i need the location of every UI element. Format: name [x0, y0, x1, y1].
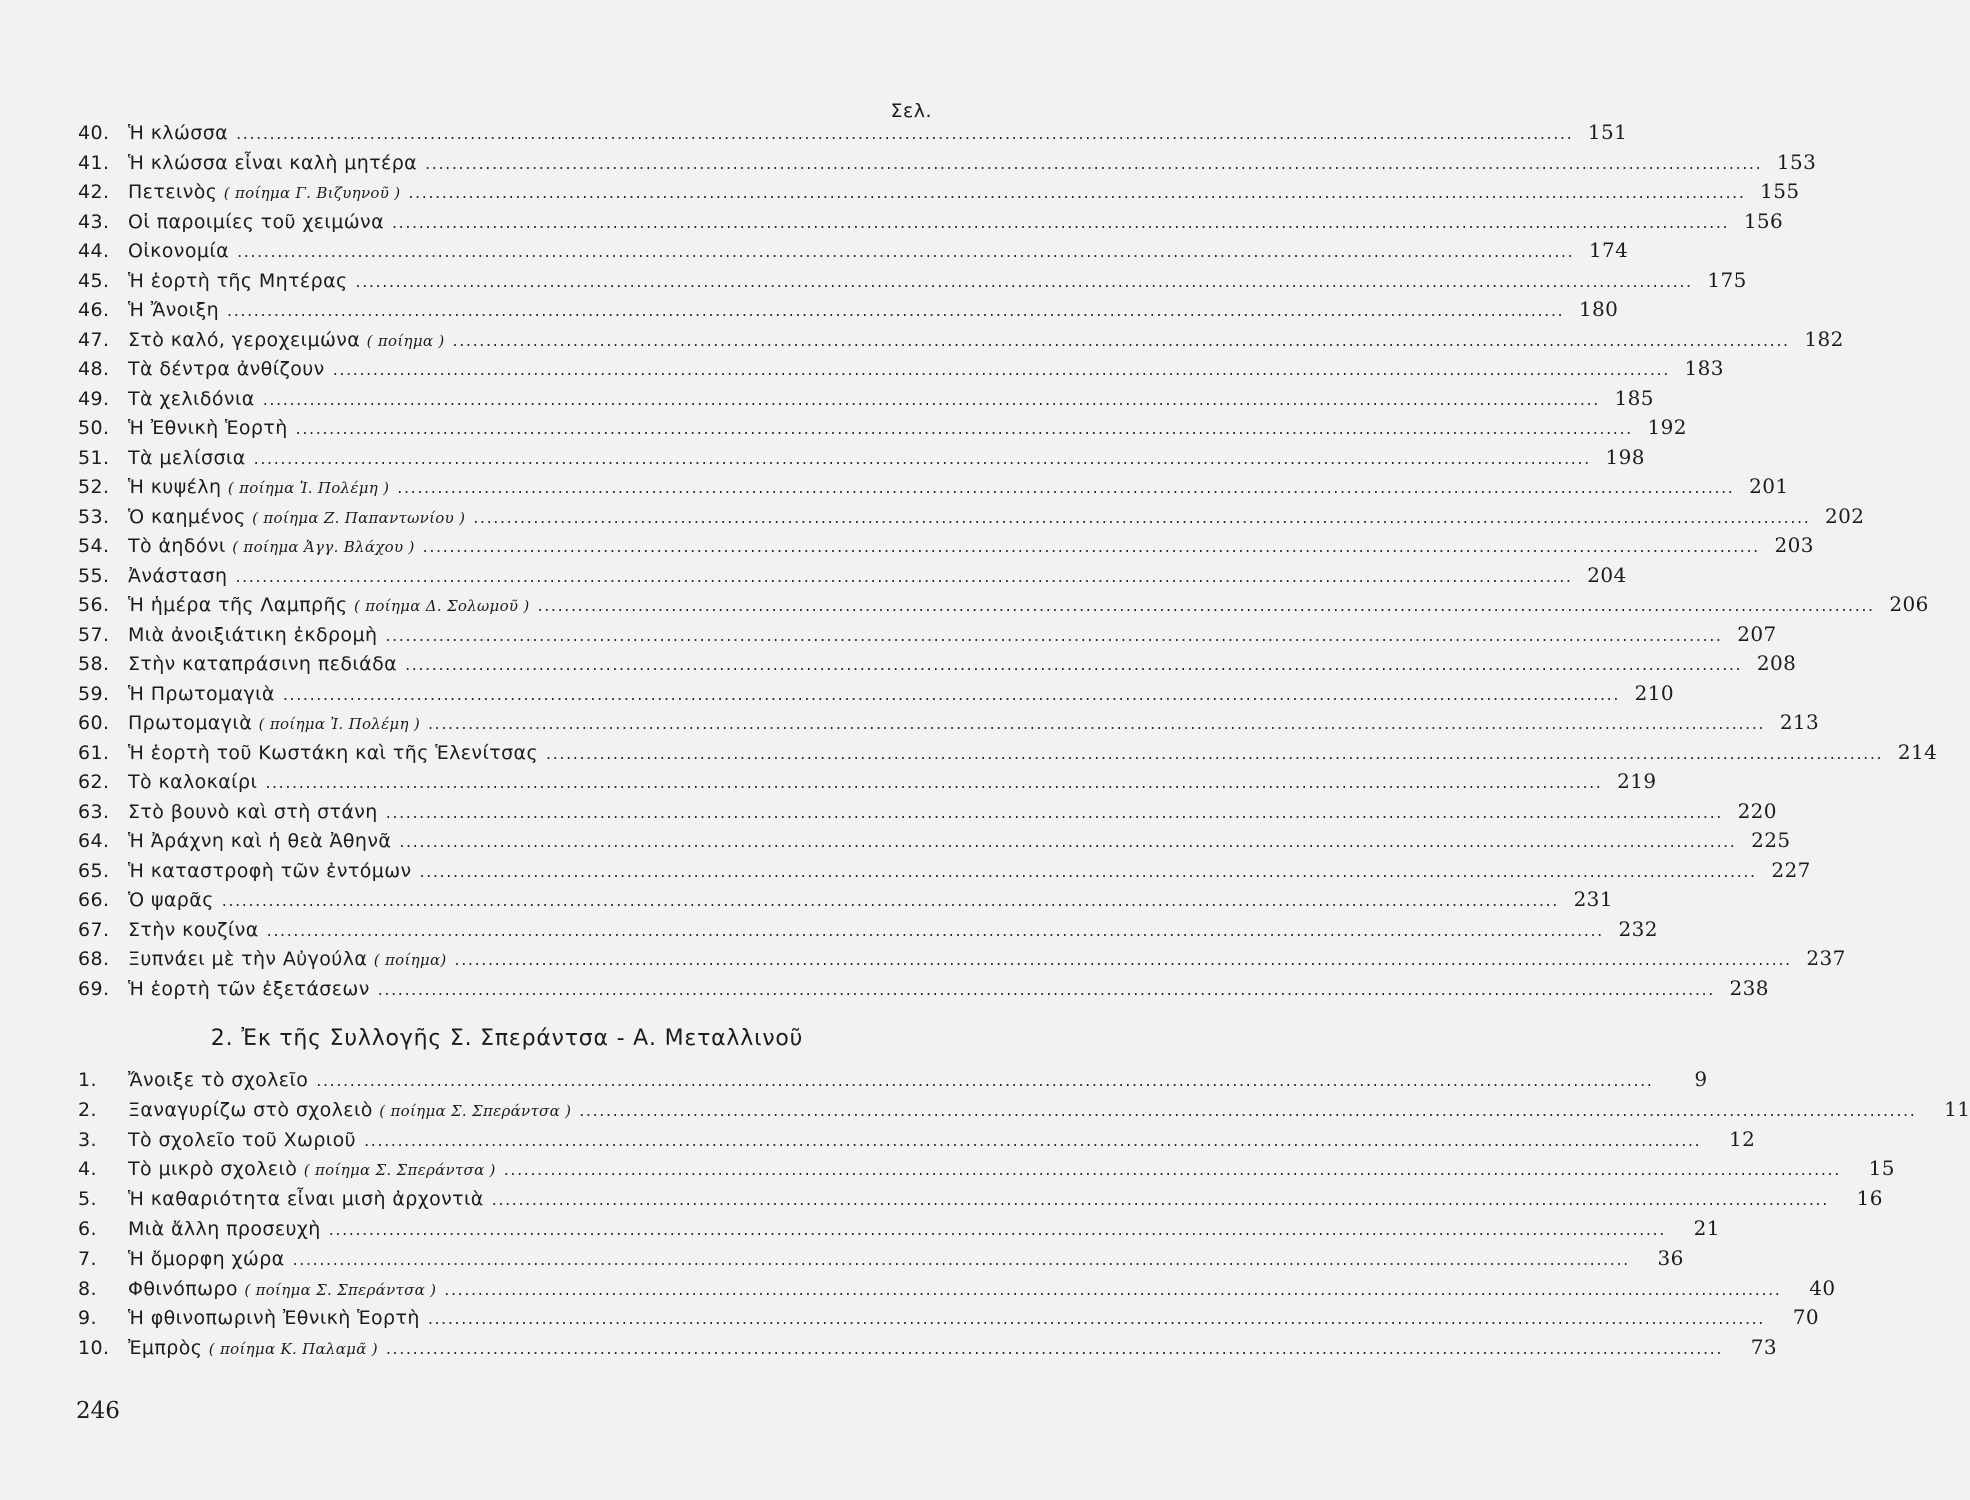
entry-title [128, 1155, 496, 1186]
entry-page-number: 203 [1774, 533, 1814, 557]
entry-page-number: 202 [1825, 503, 1865, 528]
entry-number: 2. [78, 1098, 97, 1121]
entry-title-text: Μιὰ ἄλλη προσευχὴ [128, 1217, 321, 1240]
dot-leader: ........................................................................................................................................................................................................ [422, 537, 1760, 556]
entry-poem-attribution: ( ποίημα Γ. Βιζυηνοῦ ) [223, 184, 401, 202]
dot-leader: ........................................................................................................................................................................................................ [292, 1249, 1630, 1269]
entry-number: 8. [78, 1277, 97, 1300]
dot-leader: ........................................................................................................................................................................................................ [364, 1130, 1702, 1150]
dot-leader: ........................................................................................................................................................................................................ [282, 684, 1621, 704]
entry-title-text: Ἡ κλώσσα [128, 122, 229, 144]
entry-number: 56. [78, 594, 110, 616]
toc-entry [78, 708, 1820, 738]
toc-entry [78, 590, 1929, 620]
toc-entry [78, 1184, 1883, 1214]
toc-entry [78, 915, 1658, 945]
entry-page-number: 182 [1804, 326, 1844, 351]
entry-title-text: Ξυπνάει μὲ τὴν Αὐγούλα [128, 948, 368, 970]
dot-leader: ........................................................................................................................................................................................................ [266, 920, 1604, 940]
entry-title [128, 296, 219, 326]
entry-number: 49. [78, 387, 110, 410]
dot-leader: ........................................................................................................................................................................................................ [444, 1279, 1782, 1299]
entry-poem-attribution: ( ποίημα Κ. Παλαμᾶ ) [208, 1340, 378, 1359]
toc-entry [78, 531, 1814, 561]
entry-title-text: Ὁ καημένος [128, 505, 246, 528]
entry-title-text: Ἡ καταστροφὴ τῶν ἐντόμων [128, 859, 412, 882]
entry-title-text: Ἀνάσταση [128, 564, 228, 587]
entry-page-number: 36 [1657, 1245, 1684, 1270]
toc-entry [78, 944, 1846, 974]
toc-entry [78, 1303, 1819, 1333]
entry-page-number: 174 [1588, 238, 1629, 262]
entry-title-text: Ἡ κυψέλη [128, 476, 222, 498]
toc-entry [78, 1154, 1895, 1184]
entry-title [128, 680, 275, 710]
entry-poem-attribution: ( ποίημα Ἀγγ. Βλάχου ) [232, 538, 415, 556]
entry-title [128, 1245, 285, 1275]
entry-page-number: 15 [1868, 1156, 1895, 1181]
dot-leader: ........................................................................................................................................................................................................ [537, 596, 1875, 615]
entry-title-text: Οἱ παροιμίες τοῦ χειμώνα [128, 210, 384, 233]
entry-title-text: Τὸ ἀηδόνι [128, 535, 226, 557]
entry-title-text: Τὸ σχολεῖο τοῦ Χωριοῦ [128, 1128, 357, 1151]
entry-title-text: Τὸ καλοκαίρι [128, 771, 258, 793]
entry-title [128, 1334, 378, 1365]
entry-number: 41. [78, 151, 110, 174]
entry-title [128, 827, 391, 857]
entry-number: 69. [78, 977, 110, 1000]
entry-page-number: 156 [1743, 208, 1784, 233]
entry-title-text: Πρωτομαγιὰ [128, 712, 253, 734]
entry-title-text: Ὁ ψαρᾶς [128, 889, 214, 911]
entry-page-number: 232 [1618, 916, 1658, 941]
entry-number: 66. [78, 889, 110, 911]
dot-leader: ........................................................................................................................................................................................................ [355, 271, 1693, 291]
dot-leader: ........................................................................................................................................................................................................ [473, 507, 1811, 527]
dot-leader: ........................................................................................................................................................................................................ [265, 773, 1603, 792]
toc-entry [78, 1333, 1778, 1363]
entry-title [128, 149, 417, 179]
dot-leader: ........................................................................................................................................................................................................ [405, 655, 1743, 674]
toc-entry [78, 1274, 1836, 1304]
entry-number: 50. [78, 417, 110, 439]
entry-page-number: 11 [1944, 1096, 1970, 1121]
dot-leader: ........................................................................................................................................................................................................ [491, 1190, 1829, 1210]
entry-poem-attribution: ( ποίημα Δ. Σολωμοῦ ) [353, 597, 530, 615]
entry-number: 7. [78, 1247, 97, 1270]
entry-title [128, 1126, 356, 1156]
entry-title [128, 119, 228, 149]
toc-entry [78, 885, 1613, 915]
entry-page-number: 204 [1587, 562, 1627, 587]
entry-page-number: 206 [1889, 592, 1929, 616]
entry-page-number: 231 [1573, 887, 1613, 911]
dot-leader: ........................................................................................................................................................................................................ [237, 242, 1575, 261]
entry-page-number: 153 [1776, 149, 1817, 174]
dot-leader: ........................................................................................................................................................................................................ [221, 891, 1559, 910]
entry-title-text: Στὴν κουζίνα [128, 918, 259, 941]
entry-number: 5. [78, 1188, 97, 1211]
entry-title-text: Ἐμπρὸς [128, 1337, 203, 1360]
entry-title-text: Ἡ Ἀράχνη καὶ ἡ θεὰ Ἀθηνᾶ [128, 830, 392, 852]
dot-leader: ........................................................................................................................................................................................................ [295, 419, 1633, 438]
toc-entry [78, 561, 1627, 591]
entry-page-number: 237 [1806, 946, 1846, 970]
entry-number: 58. [78, 653, 110, 675]
entry-number: 51. [78, 446, 110, 469]
entry-title [128, 532, 415, 563]
toc-section-1 [78, 118, 1938, 1003]
entry-title-text: Ἡ ἡμέρα τῆς Λαμπρῆς [128, 594, 348, 616]
entry-title-text: Ἡ Ἄνοιξη [128, 299, 220, 321]
toc-entry [78, 384, 1654, 414]
entry-page-number: 151 [1587, 120, 1628, 144]
entry-page-number: 210 [1634, 680, 1675, 705]
dot-leader: ........................................................................................................................................................................................................ [253, 448, 1591, 468]
entry-page-number: 73 [1750, 1335, 1778, 1360]
entry-page-number: 70 [1792, 1305, 1819, 1330]
entry-title-text: Ἡ καθαριότητα εἶναι μισὴ ἀρχοντιὰ [128, 1188, 484, 1211]
entry-number: 62. [78, 771, 110, 793]
toc-entry [78, 354, 1724, 384]
toc-entry [78, 1125, 1756, 1155]
entry-page-number: 238 [1729, 975, 1769, 1000]
entry-title [128, 1215, 321, 1245]
toc-entry [78, 148, 1817, 178]
dot-leader: ........................................................................................................................................................................................................ [377, 979, 1715, 999]
dot-leader: ........................................................................................................................................................................................................ [419, 861, 1757, 881]
dot-leader: ........................................................................................................................................................................................................ [503, 1160, 1841, 1180]
entry-title-text: Ἡ Πρωτομαγιὰ [128, 682, 275, 705]
entry-number: 40. [78, 122, 110, 144]
entry-number: 55. [78, 564, 110, 587]
toc-entry [78, 118, 1628, 148]
toc-entry [78, 413, 1687, 443]
dot-leader: ........................................................................................................................................................................................................ [428, 714, 1766, 733]
entry-title [128, 945, 447, 976]
entry-page-number: 198 [1605, 444, 1645, 469]
entry-number: 57. [78, 623, 110, 646]
dot-leader: ........................................................................................................................................................................................................ [397, 478, 1735, 497]
entry-poem-attribution: ( ποίημα Σ. Σπεράντσα ) [244, 1280, 437, 1299]
entry-title-text: Ἡ ἑορτὴ τῆς Μητέρας [128, 269, 348, 292]
entry-title-text: Φθινόπωρο [128, 1277, 238, 1300]
entry-number: 65. [78, 859, 110, 882]
entry-title-text: Στὸ καλό, γεροχειμώνα [128, 328, 361, 351]
entry-page-number: 183 [1684, 356, 1724, 380]
entry-page-number: 227 [1771, 857, 1811, 882]
dot-leader: ........................................................................................................................................................................................................ [427, 1309, 1765, 1329]
toc-entry [78, 738, 1938, 768]
entry-number: 1. [78, 1069, 97, 1091]
entry-number: 47. [78, 328, 110, 351]
dot-leader: ........................................................................................................................................................................................................ [235, 566, 1573, 586]
entry-number: 45. [78, 269, 110, 292]
toc-entry [78, 974, 1769, 1004]
toc-entry [78, 1095, 1970, 1125]
footer-page-number: 246 [76, 1398, 120, 1424]
entry-title-text: Ἄνοιξε τὸ σχολεῖο [128, 1069, 309, 1091]
entry-title [128, 886, 214, 916]
entry-page-number: 219 [1617, 769, 1657, 793]
entry-title [128, 326, 445, 357]
entry-page-number: 185 [1614, 385, 1654, 410]
entry-title [128, 916, 259, 946]
entry-title [128, 1304, 420, 1334]
entry-page-number: 9 [1694, 1067, 1708, 1091]
entry-page-number: 12 [1729, 1126, 1756, 1151]
entry-page-number: 208 [1756, 651, 1797, 675]
toc-entry [78, 502, 1865, 532]
dot-leader: ........................................................................................................................................................................................................ [328, 1219, 1666, 1239]
entry-title-text: Τὰ δέντρα ἀνθίζουν [128, 358, 325, 380]
entry-number: 48. [78, 358, 110, 380]
entry-number: 4. [78, 1158, 97, 1181]
entry-title [128, 355, 325, 385]
entry-page-number: 220 [1737, 798, 1777, 823]
entry-title [128, 562, 227, 592]
entry-title [128, 208, 384, 238]
dot-leader: ........................................................................................................................................................................................................ [392, 212, 1730, 232]
entry-page-number: 214 [1897, 739, 1938, 764]
entry-title [128, 709, 420, 740]
entry-title-text: Οἰκονομία [128, 240, 230, 262]
dot-leader: ........................................................................................................................................................................................................ [385, 625, 1723, 645]
entry-number: 52. [78, 476, 110, 498]
entry-poem-attribution: ( ποίημα) [373, 951, 447, 969]
toc-entry [78, 1065, 1708, 1095]
entry-title-text: Ἡ ἑορτὴ τοῦ Κωστάκη καὶ τῆς Ἑλενίτσας [128, 741, 539, 764]
entry-title [128, 1275, 436, 1306]
entry-title [128, 414, 288, 444]
entry-poem-attribution: ( ποίημα Ἰ. Πολέμη ) [258, 715, 420, 733]
entry-page-number: 40 [1809, 1275, 1836, 1300]
entry-title [128, 178, 400, 209]
entry-title [128, 503, 465, 534]
entry-page-number: 180 [1578, 297, 1619, 321]
entry-title-text: Πετεινὸς [128, 181, 218, 203]
dot-leader: ........................................................................................................................................................................................................ [454, 950, 1792, 969]
entry-title [128, 650, 397, 680]
entry-number: 61. [78, 741, 110, 764]
toc-entry [78, 856, 1811, 886]
entry-title [128, 1066, 308, 1096]
dot-leader: ........................................................................................................................................................................................................ [579, 1100, 1917, 1120]
entry-title [128, 267, 348, 297]
entry-page-number: 155 [1760, 179, 1800, 203]
dot-leader: ........................................................................................................................................................................................................ [408, 183, 1746, 202]
entry-page-number: 175 [1707, 267, 1747, 292]
dot-leader: ........................................................................................................................................................................................................ [385, 802, 1723, 822]
entry-page-number: 192 [1647, 415, 1687, 439]
entry-page-number: 16 [1856, 1186, 1883, 1211]
entry-page-number: 201 [1749, 474, 1789, 498]
entry-poem-attribution: ( ποίημα ) [366, 331, 445, 350]
section-heading [78, 1026, 936, 1051]
entry-number: 43. [78, 210, 110, 233]
entry-title-text: Ἡ ἑορτὴ τῶν ἐξετάσεων [128, 977, 370, 1000]
entry-number: 9. [78, 1307, 97, 1330]
entry-title [128, 739, 538, 769]
entry-number: 44. [78, 240, 110, 262]
entry-title [128, 473, 389, 504]
entry-title [128, 1096, 571, 1127]
entry-number: 67. [78, 918, 110, 941]
entry-title [128, 237, 229, 267]
dot-leader: ........................................................................................................................................................................................................ [385, 1339, 1724, 1359]
entry-page-number: 213 [1779, 710, 1820, 734]
entry-number: 42. [78, 181, 110, 203]
dot-leader: ........................................................................................................................................................................................................ [425, 153, 1763, 173]
entry-number: 63. [78, 800, 110, 823]
entry-title-text: Ἡ ὄμορφη χώρα [128, 1247, 285, 1270]
entry-number: 68. [78, 948, 110, 970]
entry-title [128, 444, 246, 474]
dot-leader: ........................................................................................................................................................................................................ [546, 743, 1884, 763]
toc-entry [78, 443, 1645, 473]
toc-entry [78, 620, 1777, 650]
toc-entry [78, 679, 1675, 709]
entry-title-text: Ξαναγυρίζω στὸ σχολειὸ [128, 1098, 373, 1121]
section-heading-number: 2. [210, 1026, 234, 1051]
entry-title [128, 591, 530, 622]
toc-entry [78, 826, 1791, 856]
entry-title-text: Στὴν καταπράσινη πεδιάδα [128, 653, 398, 675]
entry-title-text: Ἡ κλώσσα εἶναι καλὴ μητέρα [128, 151, 418, 174]
dot-leader: ........................................................................................................................................................................................................ [332, 360, 1670, 379]
entry-page-number: 21 [1693, 1215, 1720, 1240]
toc-entry [78, 177, 1800, 207]
entry-number: 60. [78, 712, 110, 734]
entry-number: 3. [78, 1128, 97, 1151]
entry-title [128, 768, 257, 798]
dot-leader: ........................................................................................................................................................................................................ [399, 832, 1737, 851]
entry-page-number: 207 [1737, 621, 1777, 646]
toc-entry [78, 472, 1789, 502]
entry-poem-attribution: ( ποίημα Σ. Σπεράντσα ) [379, 1101, 572, 1120]
dot-leader: ........................................................................................................................................................................................................ [316, 1071, 1654, 1090]
entry-title [128, 975, 370, 1005]
section-heading-title: Ἐκ τῆς Συλλογῆς Σ. Σπεράντσα - Α. Μεταλλινοῦ [241, 1026, 804, 1051]
entry-title [128, 857, 412, 887]
entry-title-text: Μιὰ ἀνοιξιάτικη ἐκδρομὴ [128, 623, 378, 646]
entry-title-text: Τὸ μικρὸ σχολειὸ [128, 1158, 298, 1181]
entry-poem-attribution: ( ποίημα Σ. Σπεράντσα ) [303, 1161, 496, 1180]
entry-title-text: Τὰ μελίσσια [128, 446, 246, 469]
dot-leader: ........................................................................................................................................................................................................ [236, 124, 1574, 143]
toc-entry [78, 1214, 1720, 1244]
entry-title-text: Στὸ βουνὸ καὶ στὴ στάνη [128, 800, 378, 823]
entry-number: 59. [78, 682, 110, 705]
entry-title-text: Ἡ Ἐθνικὴ Ἑορτὴ [128, 417, 288, 439]
toc-entry [78, 797, 1777, 827]
entry-poem-attribution: ( ποίημα Ζ. Παπαντωνίου ) [252, 508, 466, 527]
dot-leader: ........................................................................................................................................................................................................ [227, 301, 1565, 320]
entry-title-text: Τὰ χελιδόνια [128, 387, 255, 410]
page-column-label: Σελ. [890, 100, 932, 122]
toc-section-2 [78, 1065, 1970, 1363]
toc-entry [78, 295, 1619, 325]
entry-number: 6. [78, 1217, 97, 1240]
entry-number: 46. [78, 299, 110, 321]
toc-entry [78, 767, 1657, 797]
toc-entry [78, 1244, 1684, 1274]
entry-title [128, 385, 255, 415]
entry-number: 54. [78, 535, 110, 557]
toc-entry [78, 207, 1784, 237]
entry-title-text: Ἡ φθινοπωρινὴ Ἐθνικὴ Ἑορτὴ [128, 1307, 420, 1330]
dot-leader: ........................................................................................................................................................................................................ [452, 330, 1790, 350]
entry-title [128, 621, 377, 651]
toc-entry [78, 325, 1844, 355]
toc-entry [78, 236, 1629, 266]
dot-leader: ........................................................................................................................................................................................................ [262, 389, 1600, 409]
entry-number: 53. [78, 505, 110, 528]
entry-poem-attribution: ( ποίημα Ἰ. Πολέμη ) [227, 479, 390, 497]
entry-page-number: 225 [1751, 828, 1791, 852]
entry-number: 10. [78, 1337, 110, 1360]
entry-title [128, 1185, 484, 1215]
toc-entry [78, 649, 1797, 679]
entry-number: 64. [78, 830, 110, 852]
toc-entry [78, 266, 1747, 296]
entry-title [128, 798, 378, 828]
